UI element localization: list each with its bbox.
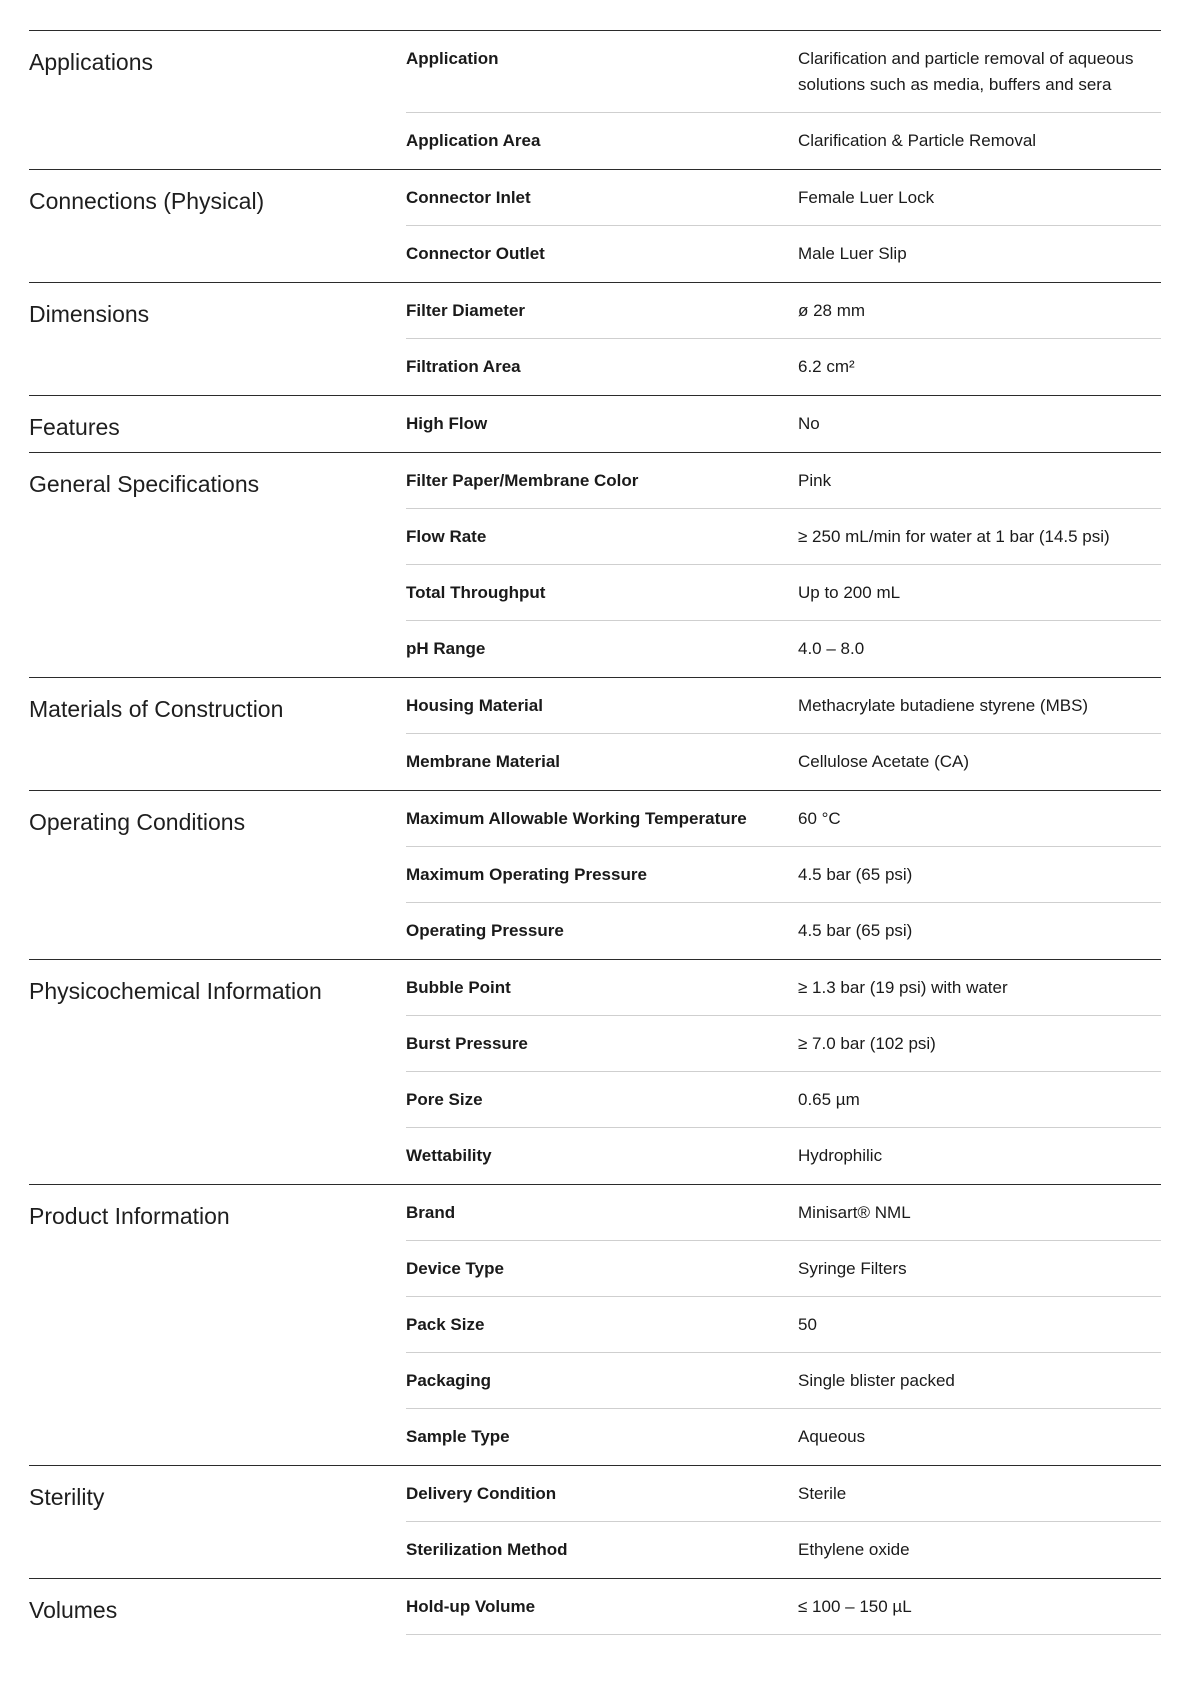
group-title: Dimensions (29, 301, 150, 327)
spec-label: Maximum Allowable Working Temperature (406, 809, 747, 828)
spec-label: Device Type (406, 1259, 504, 1278)
spec-label: Operating Pressure (406, 921, 564, 940)
spec-label: pH Range (406, 639, 486, 658)
spec-rows (406, 453, 1161, 677)
group-title: Sterility (29, 1484, 105, 1510)
spec-row (406, 1353, 1161, 1409)
spec-rows (406, 283, 1161, 395)
spec-row (406, 170, 1161, 226)
spec-row (406, 960, 1161, 1016)
spec-value: 4.5 bar (65 psi) (798, 865, 913, 884)
spec-label: Bubble Point (406, 978, 511, 997)
spec-rows (406, 791, 1161, 959)
spec-row (406, 1185, 1161, 1241)
spec-label: Application (406, 49, 499, 68)
spec-rows (406, 170, 1161, 282)
spec-row (406, 396, 1161, 452)
spec-rows (406, 396, 1161, 452)
spec-value: Syringe Filters (798, 1259, 907, 1278)
spec-value: Male Luer Slip (798, 244, 907, 263)
group-title: Connections (Physical) (29, 188, 265, 214)
spec-label: Packaging (406, 1371, 492, 1390)
spec-label: Pore Size (406, 1090, 483, 1109)
spec-row (406, 1522, 1161, 1578)
spec-row (406, 734, 1161, 790)
spec-label: Application Area (406, 131, 541, 150)
spec-group-features (29, 395, 1161, 452)
spec-value: Cellulose Acetate (CA) (798, 752, 970, 771)
spec-row (406, 509, 1161, 565)
spec-value: 4.0 – 8.0 (798, 639, 865, 658)
group-title: Operating Conditions (29, 809, 246, 835)
spec-label: Brand (406, 1203, 456, 1222)
specification-table (29, 30, 1161, 1635)
spec-row (406, 339, 1161, 395)
spec-row (406, 1128, 1161, 1184)
spec-row (406, 1409, 1161, 1465)
spec-label: Filter Paper/Membrane Color (406, 471, 639, 490)
spec-group-applications (29, 30, 1161, 169)
spec-row (406, 453, 1161, 509)
spec-value: 50 (798, 1315, 817, 1334)
spec-value: Single blister packed (798, 1371, 955, 1390)
spec-value: Sterile (798, 1484, 847, 1503)
spec-value: No (798, 414, 820, 433)
group-title: Product Information (29, 1203, 230, 1229)
spec-row (406, 1466, 1161, 1522)
spec-value: Methacrylate butadiene styrene (MBS) (798, 696, 1089, 715)
spec-group-general-specifications (29, 452, 1161, 677)
spec-row (406, 847, 1161, 903)
spec-rows (406, 1466, 1161, 1578)
spec-rows (406, 960, 1161, 1184)
spec-row (406, 1297, 1161, 1353)
spec-row (406, 283, 1161, 339)
spec-label: Membrane Material (406, 752, 560, 771)
spec-row (406, 621, 1161, 677)
spec-value: Ethylene oxide (798, 1540, 910, 1559)
spec-rows (406, 31, 1161, 169)
spec-group-dimensions (29, 282, 1161, 395)
spec-rows (406, 1185, 1161, 1465)
spec-value: ø 28 mm (798, 301, 866, 320)
spec-row (406, 791, 1161, 847)
spec-value: ≤ 100 – 150 µL (798, 1597, 912, 1616)
spec-row (406, 903, 1161, 959)
spec-label: High Flow (406, 414, 488, 433)
group-title: Features (29, 414, 120, 440)
spec-label: Filtration Area (406, 357, 521, 376)
spec-value: 4.5 bar (65 psi) (798, 921, 913, 940)
spec-row (406, 226, 1161, 282)
spec-group-operating-conditions (29, 790, 1161, 959)
spec-label: Delivery Condition (406, 1484, 557, 1503)
group-title: Physicochemical Information (29, 978, 322, 1004)
spec-value: ≥ 250 mL/min for water at 1 bar (14.5 psi) (798, 527, 1110, 546)
spec-value: Clarification and particle removal of aqueous solutions such as media, buffers and sera (798, 49, 1134, 94)
spec-label: Maximum Operating Pressure (406, 865, 647, 884)
spec-value: ≥ 7.0 bar (102 psi) (798, 1034, 936, 1053)
spec-group-connections (29, 169, 1161, 282)
spec-label: Hold-up Volume (406, 1597, 536, 1616)
spec-row (406, 1016, 1161, 1072)
spec-value: 0.65 µm (798, 1090, 860, 1109)
spec-label: Pack Size (406, 1315, 485, 1334)
spec-label: Total Throughput (406, 583, 546, 602)
spec-row (406, 678, 1161, 734)
group-title: Volumes (29, 1597, 118, 1623)
spec-label: Sample Type (406, 1427, 510, 1446)
spec-label: Connector Inlet (406, 188, 531, 207)
spec-value: Hydrophilic (798, 1146, 883, 1165)
spec-label: Flow Rate (406, 527, 487, 546)
spec-value: ≥ 1.3 bar (19 psi) with water (798, 978, 1008, 997)
spec-group-product-information (29, 1184, 1161, 1465)
spec-group-materials (29, 677, 1161, 790)
spec-label: Wettability (406, 1146, 492, 1165)
spec-rows (406, 678, 1161, 790)
spec-row (406, 565, 1161, 621)
spec-label: Housing Material (406, 696, 543, 715)
spec-group-sterility (29, 1465, 1161, 1578)
spec-rows (406, 1579, 1161, 1635)
spec-value: Minisart® NML (798, 1203, 911, 1222)
spec-label: Sterilization Method (406, 1540, 568, 1559)
spec-group-physicochemical (29, 959, 1161, 1184)
spec-value: Up to 200 mL (798, 583, 901, 602)
spec-row (406, 113, 1161, 169)
spec-value: Pink (798, 471, 832, 490)
spec-value: 6.2 cm² (798, 357, 855, 376)
spec-value: 60 °C (798, 809, 841, 828)
spec-value: Female Luer Lock (798, 188, 935, 207)
spec-row (406, 1579, 1161, 1635)
spec-value: Clarification & Particle Removal (798, 131, 1037, 150)
spec-group-volumes (29, 1578, 1161, 1635)
spec-row (406, 1072, 1161, 1128)
spec-row (406, 31, 1161, 113)
spec-row (406, 1241, 1161, 1297)
group-title: Applications (29, 49, 154, 75)
spec-label: Filter Diameter (406, 301, 526, 320)
spec-label: Connector Outlet (406, 244, 545, 263)
group-title: Materials of Construction (29, 696, 284, 722)
spec-label: Burst Pressure (406, 1034, 528, 1053)
spec-value: Aqueous (798, 1427, 866, 1446)
group-title: General Specifications (29, 471, 260, 497)
